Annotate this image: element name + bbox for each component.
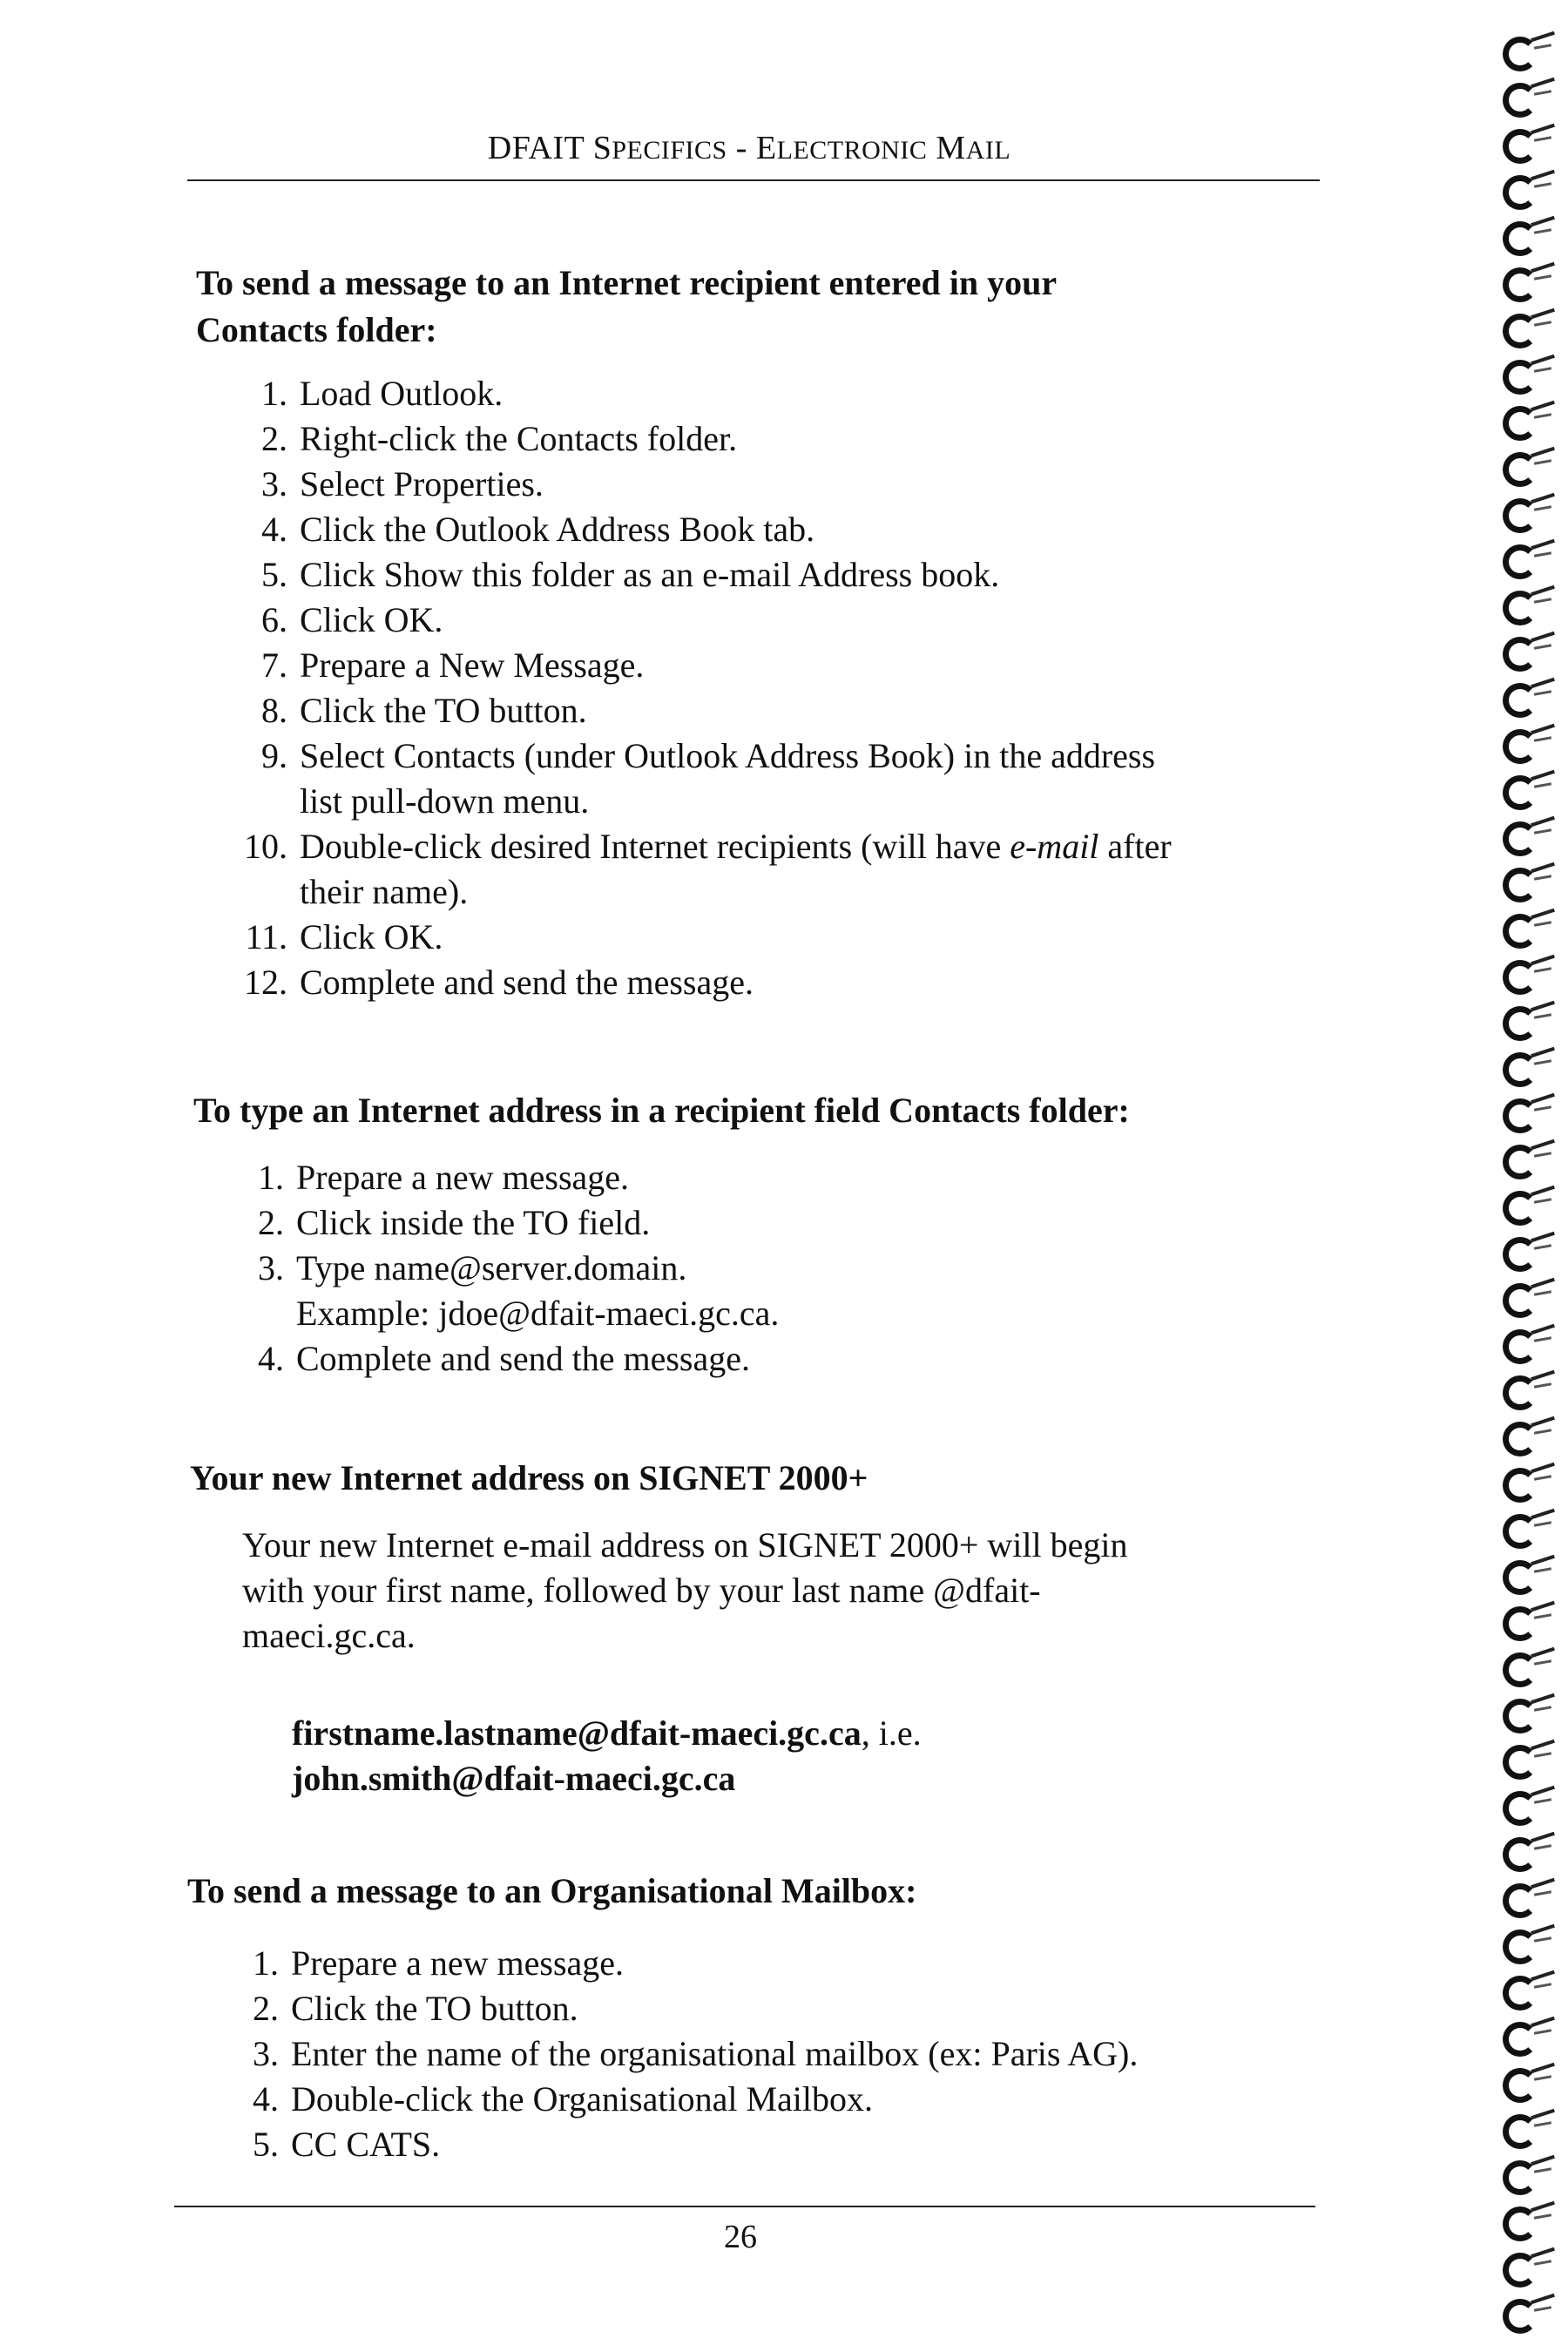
spiral-coil-icon xyxy=(1503,2058,1564,2104)
spiral-coil-icon xyxy=(1503,1180,1564,1227)
list-item: 10. Double-click desired Internet recipients (will have e-mail after their name). xyxy=(244,827,1172,911)
list-item: 2. Click inside the TO field. xyxy=(258,1203,651,1242)
spiral-coil-icon xyxy=(1503,72,1564,118)
list-item: 4. Complete and send the message. xyxy=(258,1339,750,1378)
list-item: 4. Click the Outlook Address Book tab. xyxy=(261,510,815,549)
spiral-coil-icon xyxy=(1503,1227,1564,1273)
list-item: 1. Prepare a new message. xyxy=(253,1943,625,1983)
spiral-coil-icon xyxy=(1503,1457,1564,1504)
list-item: 5. CC CATS. xyxy=(253,2125,441,2164)
spiral-coil-icon xyxy=(1503,1365,1564,1411)
list-item: 5. Click Show this folder as an e-mail Address book. xyxy=(261,555,1000,594)
spiral-coil-icon xyxy=(1503,488,1564,534)
section2-heading: To type an Internet address in a recipient field Contacts folder: xyxy=(193,1091,1130,1130)
list-item: 8. Click the TO button. xyxy=(261,691,587,730)
spiral-coil-icon xyxy=(1503,1134,1564,1180)
spiral-coil-icon xyxy=(1503,2011,1564,2058)
list-item: 1. Prepare a new message. xyxy=(258,1158,630,1197)
section1-steps xyxy=(244,371,1345,1005)
example-address: john.smith@dfait-maeci.gc.ca xyxy=(292,1759,736,1798)
list-item: 11. Click OK. xyxy=(245,917,443,956)
spiral-coil-icon xyxy=(1503,1781,1564,1827)
list-item: 6. Click OK. xyxy=(261,600,443,639)
list-item: 3. Enter the name of the organisational mailbox (ex: Paris AG). xyxy=(253,2034,1139,2073)
spiral-coil-icon xyxy=(1503,1919,1564,1965)
spiral-coil-icon xyxy=(1503,26,1564,72)
spiral-coil-icon xyxy=(1503,1734,1564,1781)
spiral-coil-icon xyxy=(1503,118,1564,165)
spiral-coil-icon xyxy=(1503,1688,1564,1734)
list-item: 2. Right-click the Contacts folder. xyxy=(261,419,738,458)
spiral-coil-icon xyxy=(1503,903,1564,949)
spiral-coil-icon xyxy=(1503,996,1564,1042)
spiral-coil-icon xyxy=(1503,349,1564,395)
spiral-coil-icon xyxy=(1503,857,1564,903)
list-item: 12. Complete and send the message. xyxy=(244,963,754,1002)
spiral-coil-icon xyxy=(1503,1273,1564,1319)
spiral-coil-icon xyxy=(1503,2242,1564,2288)
spiral-coil-icon xyxy=(1503,2104,1564,2150)
spiral-coil-icon xyxy=(1503,165,1564,211)
spiral-coil-icon xyxy=(1503,303,1564,349)
spiral-coil-icon xyxy=(1503,1873,1564,1919)
section1-heading: To send a message to an Internet recipient entered in your Contacts folder: xyxy=(196,263,1058,349)
spiral-coil-icon xyxy=(1503,534,1564,580)
spiral-coil-icon xyxy=(1503,1965,1564,2011)
spiral-coil-icon xyxy=(1503,1042,1564,1088)
spiral-coil-icon xyxy=(1503,2196,1564,2242)
spiral-coil-icon xyxy=(1503,2288,1564,2335)
spiral-coil-icon xyxy=(1503,672,1564,719)
list-item: 3. Type name@server.domain. Example: jdoe@dfait-maeci.gc.ca. xyxy=(258,1248,780,1333)
example-address-format: firstname.lastname@dfait-maeci.gc.ca xyxy=(292,1713,862,1753)
spiral-coil-icon xyxy=(1503,949,1564,996)
page-header xyxy=(183,129,1315,167)
spiral-coil-icon xyxy=(1503,719,1564,765)
list-item: 2. Click the TO button. xyxy=(253,1989,578,2028)
list-item: 1. Load Outlook. xyxy=(261,374,504,413)
list-item: 3. Select Properties. xyxy=(261,464,544,503)
section3-example: firstname.lastname@dfait-maeci.gc.ca, i.e. john.smith@dfait-maeci.gc.ca xyxy=(292,1713,922,1798)
section3-paragraph: Your new Internet e-mail address on SIGNET 2000+ will begin with your first name, followed by your last name @dfait- maeci.gc.ca. xyxy=(242,1525,1128,1655)
spiral-coil-icon xyxy=(1503,395,1564,442)
spiral-coil-icon xyxy=(1503,1411,1564,1457)
page-number: 26 xyxy=(724,2219,757,2255)
spiral-coil-icon xyxy=(1503,442,1564,488)
list-item: 7. Prepare a New Message. xyxy=(261,645,645,685)
spiral-coil-icon xyxy=(1503,1319,1564,1365)
spiral-coil-icon xyxy=(1503,1827,1564,1873)
section2-steps xyxy=(258,1155,1342,1382)
spiral-coil-icon xyxy=(1503,1642,1564,1688)
list-item: 9. Select Contacts (under Outlook Address Book) in the address list pull-down menu. xyxy=(261,736,1156,821)
header-title: DFAIT SPECIFICS - ELECTRONIC MAIL xyxy=(487,130,1011,166)
spiral-coil-icon xyxy=(1503,1550,1564,1596)
spiral-coil-icon xyxy=(1503,257,1564,303)
spiral-coil-icon xyxy=(1503,2150,1564,2196)
spiral-coil-icon xyxy=(1503,1596,1564,1642)
spiral-coil-icon xyxy=(1503,765,1564,811)
spiral-coil-icon xyxy=(1503,580,1564,626)
section4-steps xyxy=(253,1941,1380,2167)
spiral-coil-icon xyxy=(1503,811,1564,857)
spiral-binding-icon xyxy=(1503,26,1564,2335)
spiral-coil-icon xyxy=(1503,626,1564,672)
header-rule xyxy=(187,179,1320,181)
spiral-coil-icon xyxy=(1503,1088,1564,1134)
list-item: 4. Double-click the Organisational Mailbox. xyxy=(253,2079,873,2119)
footer-rule xyxy=(174,2206,1315,2207)
spiral-coil-icon xyxy=(1503,1504,1564,1550)
section3-heading: Your new Internet address on SIGNET 2000+ xyxy=(190,1458,868,1497)
spiral-coil-icon xyxy=(1503,211,1564,257)
section4-heading: To send a message to an Organisational Mailbox: xyxy=(187,1871,917,1910)
